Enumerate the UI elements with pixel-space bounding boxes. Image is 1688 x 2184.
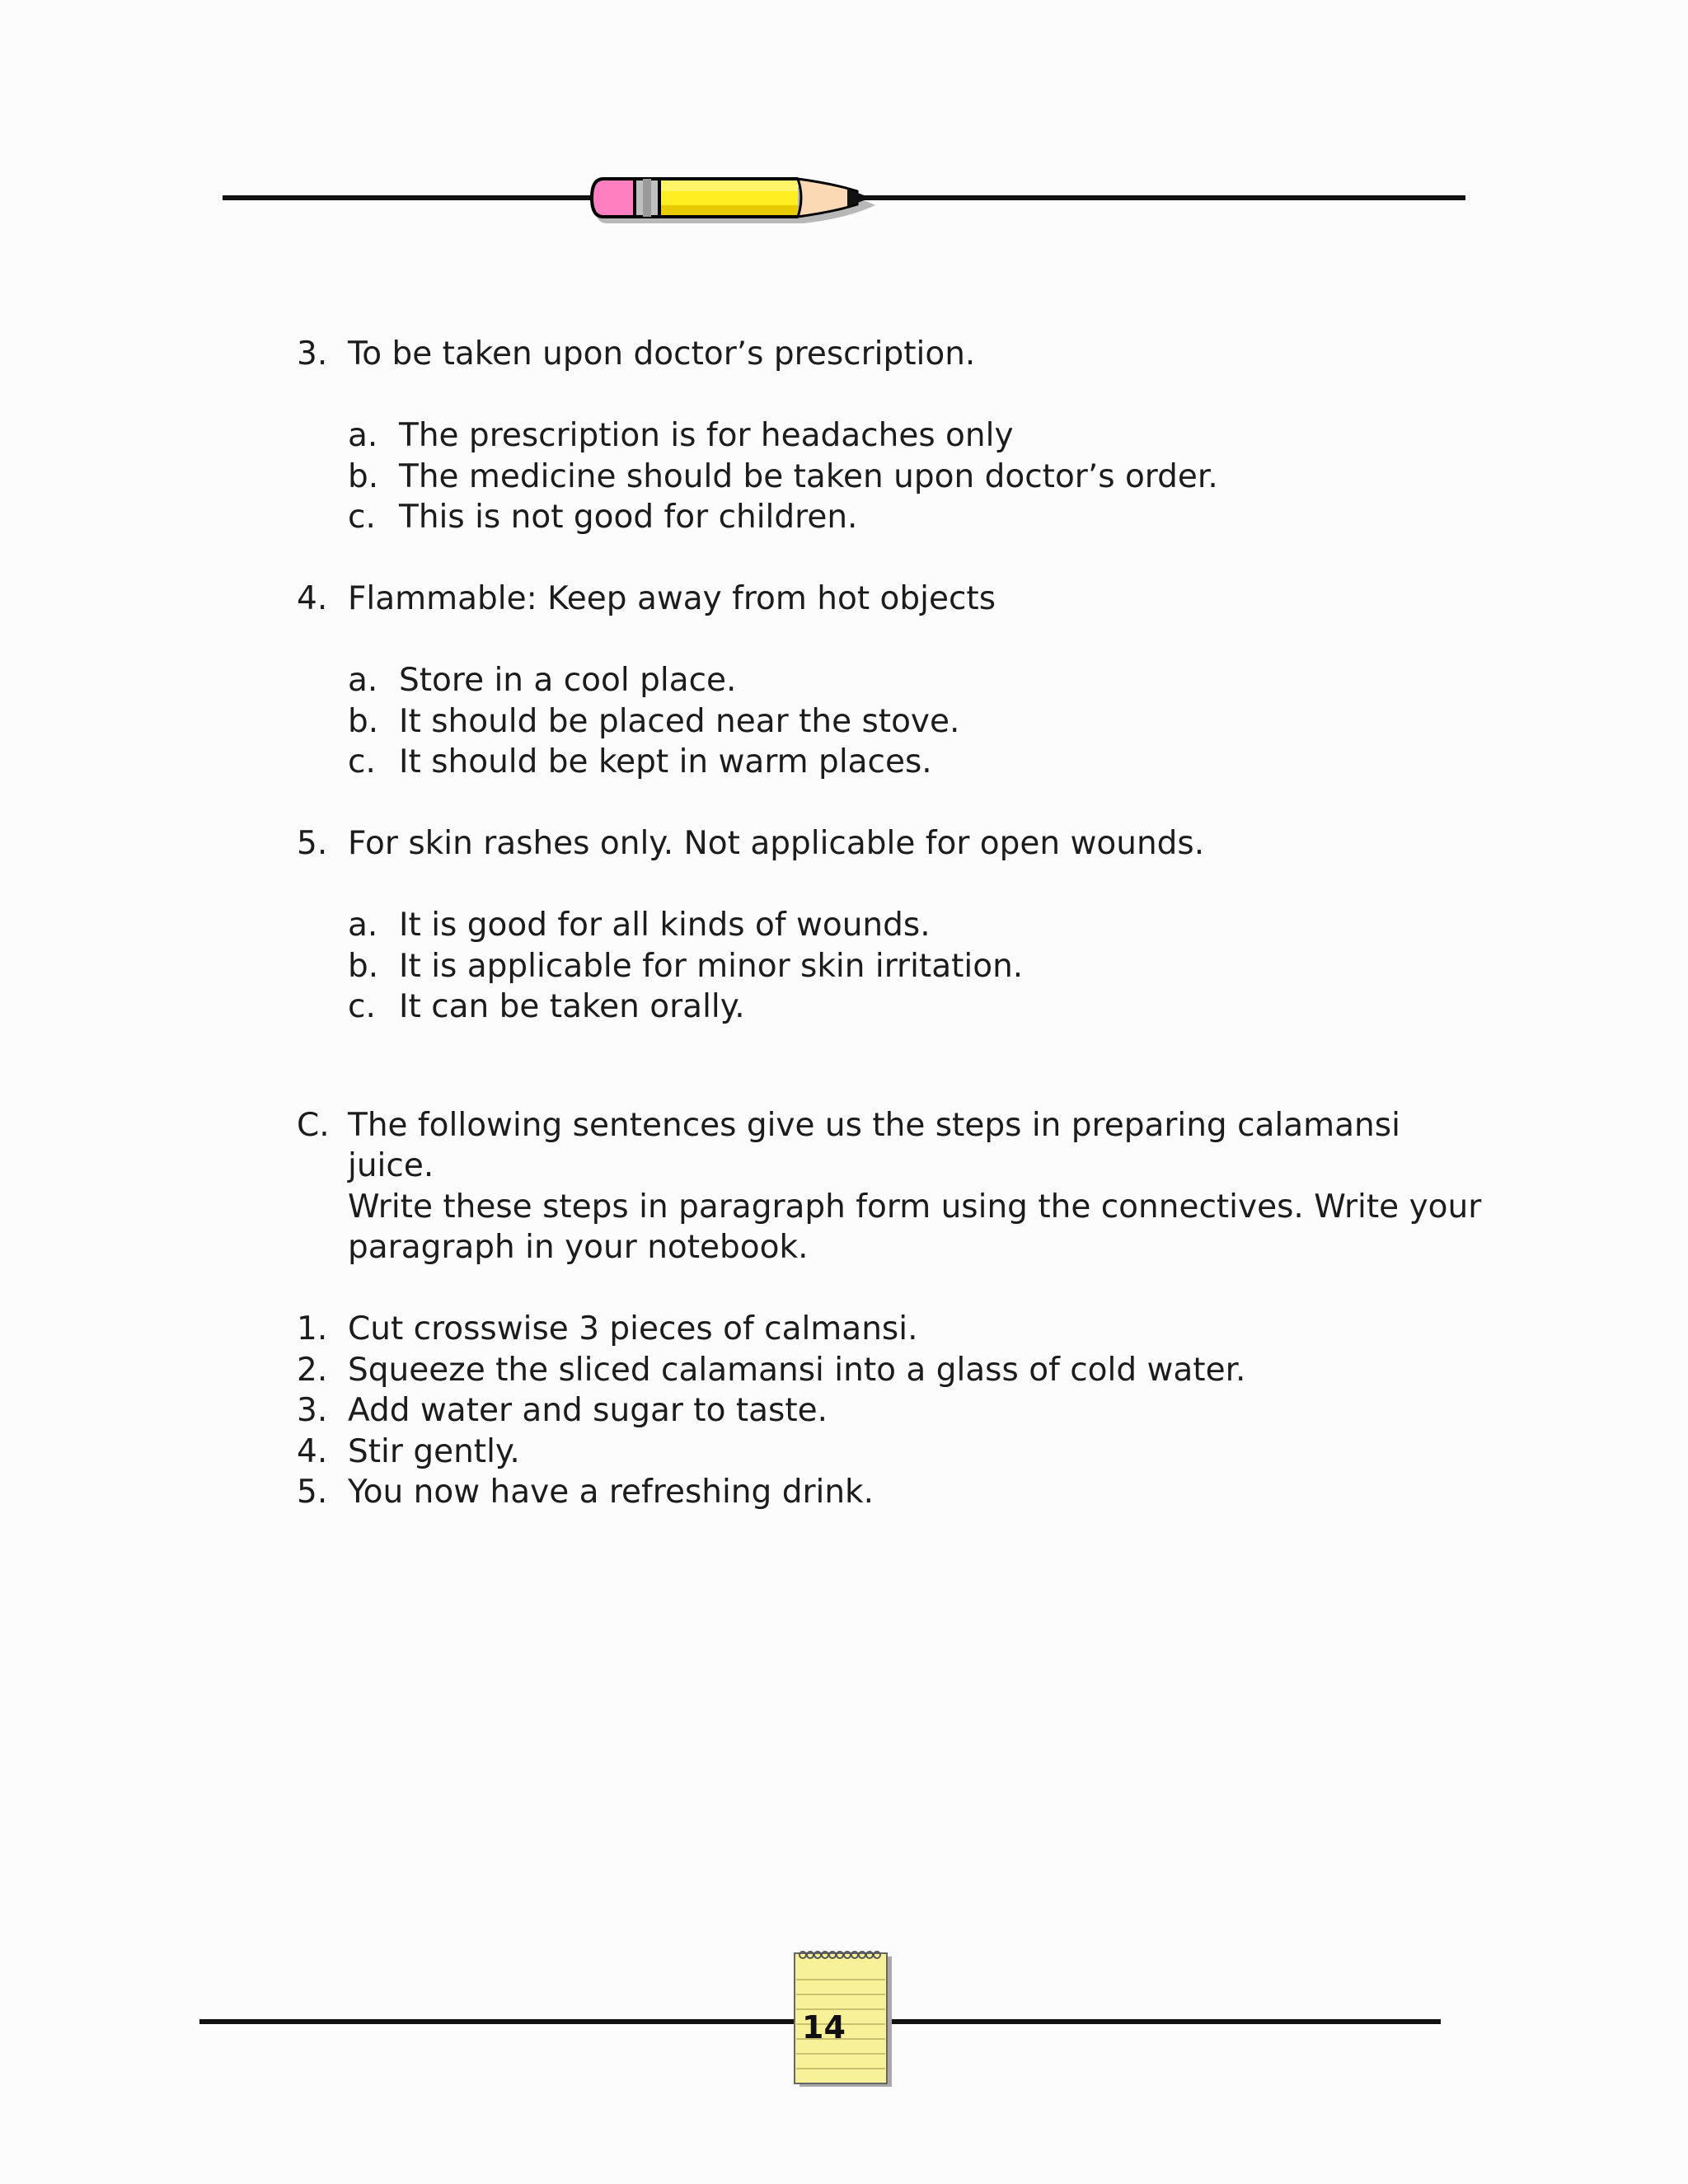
list-item xyxy=(297,1390,1492,1432)
step-text: You now have a refreshing drink. xyxy=(348,1474,874,1511)
question-3 xyxy=(297,334,1492,375)
step-number: 4. xyxy=(297,1432,328,1470)
option-text: The medicine should be taken upon doctor’s order. xyxy=(399,457,1218,495)
step-text: Add water and sugar to taste. xyxy=(348,1392,828,1429)
list-item xyxy=(297,1472,1492,1513)
instruction-line: The following sentences give us the steps in preparing calamansi juice. xyxy=(348,1106,1400,1184)
option-text: It can be taken orally. xyxy=(399,988,745,1025)
option-4b xyxy=(297,701,1492,743)
question-number: 3. xyxy=(297,335,328,373)
question-number: 4. xyxy=(297,580,328,617)
option-5c xyxy=(297,987,1492,1028)
question-5 xyxy=(297,823,1492,865)
list-item xyxy=(297,1350,1492,1391)
worksheet-content xyxy=(297,334,1492,1513)
option-text: The prescription is for headaches only xyxy=(399,417,1014,454)
question-number: 5. xyxy=(297,825,328,862)
step-number: 1. xyxy=(297,1310,328,1347)
option-5b xyxy=(297,946,1492,987)
option-letter: c. xyxy=(348,743,376,780)
option-letter: b. xyxy=(348,457,379,495)
option-4c xyxy=(297,742,1492,783)
option-text: This is not good for children. xyxy=(399,499,858,536)
instruction-line: paragraph in your notebook. xyxy=(348,1229,809,1266)
option-letter: b. xyxy=(348,702,379,740)
option-3c xyxy=(297,497,1492,538)
option-letter: c. xyxy=(348,499,376,536)
option-text: It is good for all kinds of wounds. xyxy=(399,907,931,944)
option-text: It should be kept in warm places. xyxy=(399,743,932,780)
list-item xyxy=(297,1309,1492,1350)
step-number: 5. xyxy=(297,1474,328,1511)
option-text: It should be placed near the stove. xyxy=(399,702,960,740)
question-4 xyxy=(297,579,1492,620)
option-letter: a. xyxy=(348,907,378,944)
steps-list xyxy=(297,1309,1492,1513)
option-letter: a. xyxy=(348,417,378,454)
section-letter: C. xyxy=(297,1106,330,1144)
option-3b xyxy=(297,457,1492,498)
step-text: Stir gently. xyxy=(348,1432,520,1470)
step-number: 3. xyxy=(297,1392,328,1429)
option-3a xyxy=(297,415,1492,457)
pencil-icon xyxy=(585,169,1055,235)
instruction-line: Write these steps in paragraph form using the connectives. Write your xyxy=(348,1188,1482,1226)
section-c-instructions xyxy=(297,1105,1492,1268)
question-text: To be taken upon doctor’s prescription. xyxy=(348,335,976,373)
step-text: Squeeze the sliced calamansi into a glass of cold water. xyxy=(348,1351,1246,1389)
step-text: Cut crosswise 3 pieces of calmansi. xyxy=(348,1310,918,1347)
list-item xyxy=(297,1432,1492,1473)
option-4a xyxy=(297,660,1492,701)
option-text: It is applicable for minor skin irritation. xyxy=(399,947,1024,985)
page-number: 14 xyxy=(802,2009,846,2046)
question-text: For skin rashes only. Not applicable for open wounds. xyxy=(348,825,1205,862)
option-letter: a. xyxy=(348,662,378,699)
option-5a xyxy=(297,905,1492,946)
step-number: 2. xyxy=(297,1351,328,1389)
option-text: Store in a cool place. xyxy=(399,662,737,699)
option-letter: b. xyxy=(348,947,379,985)
option-letter: c. xyxy=(348,988,376,1025)
question-text: Flammable: Keep away from hot objects xyxy=(348,580,996,617)
